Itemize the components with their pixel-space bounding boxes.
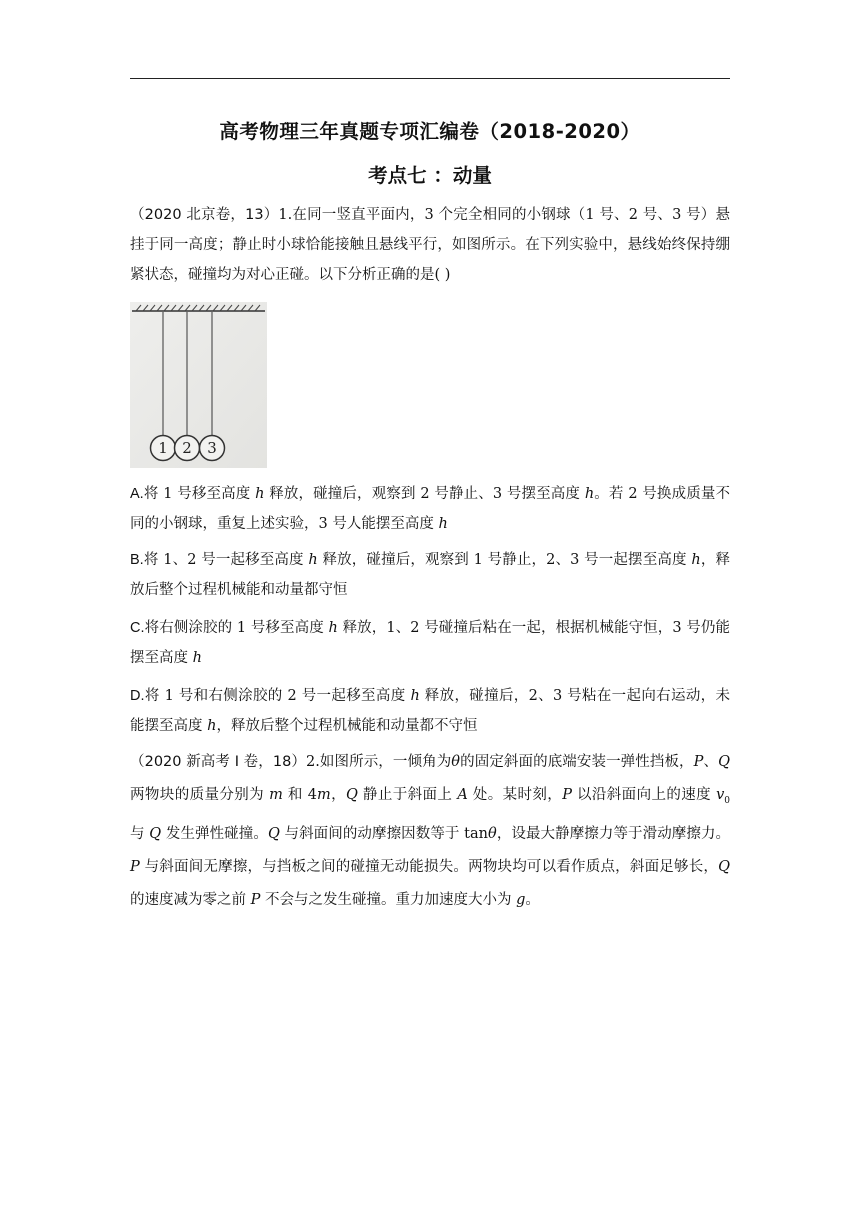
option-b: B.将 1、2 号一起移至高度 h 释放，碰撞后，观察到 1 号静止，2、3 号一起摆至高度 h，释放后整个过程机械能和动量都守恒: [130, 552, 730, 598]
question-1-source: （2020 北京卷，13）: [130, 207, 279, 223]
header-rule: [130, 78, 730, 79]
option-b-letter: B.: [130, 552, 144, 568]
section-subtitle: 考点七 ：动量: [368, 164, 492, 187]
page-title: 高考物理三年真题专项汇编卷（2018-2020）: [219, 120, 641, 143]
newtons-cradle-image: [130, 302, 267, 468]
pendulum-figure: [130, 302, 267, 468]
question-1-stem: [130, 200, 730, 290]
ball-label-2: 2: [182, 439, 192, 457]
question-2-stem: （2020 新高考 I 卷，18）2.如图所示，一倾角为θ的固定斜面的底端安装一弹性挡板，P、Q两物块的质量分别为 m 和 4m，Q 静止于斜面上 A 处。某时刻，P 以沿斜面向上的速度 $v_0$ 与 Q 发生弹性碰撞。Q 与斜面间的动摩擦因数等于 tanθ，设最大静摩擦力等于滑动摩擦力。P 与斜面间无摩擦，与挡板之间的碰撞无动能损失。两物块均可以看作质点，斜面足够长，Q 的速度减为零之前 P 不会与之发生碰撞。重力加速度大小为 g。: [130, 754, 731, 908]
option-c: C.将右侧涂胶的 1 号移至高度 h 释放，1、2 号碰撞后粘在一起，根据机械能守恒，3 号仍能摆至高度 h: [130, 620, 730, 666]
option-d-letter: D.: [130, 688, 145, 704]
question-2-source: （2020 新高考 I 卷，18）: [130, 754, 306, 770]
option-a-letter: A.: [130, 486, 144, 502]
option-c-letter: C.: [130, 620, 145, 636]
option-d: D.将 1 号和右侧涂胶的 2 号一起移至高度 h 释放，碰撞后，2、3 号粘在一起向右运动，未能摆至高度 h，释放后整个过程机械能和动量都不守恒: [130, 688, 731, 734]
question-1-text: 1.在同一竖直平面内，3 个完全相同的小钢球（1 号、2 号、3 号）悬挂于同一高度；静止时小球恰能接触且悬线平行，如图所示。在下列实验中，悬线始终保持绷紧状态，碰撞均为对心正碰。以下分析正确的是( ): [130, 207, 730, 283]
ball-label-3: 3: [207, 439, 217, 457]
option-a: A.将 1 号移至高度 h 释放，碰撞后，观察到 2 号静止、3 号摆至高度 h。若 2 号换成质量不同的小钢球，重复上述实验，3 号人能摆至高度 h: [130, 486, 730, 532]
ball-label-1: 1: [158, 439, 168, 457]
